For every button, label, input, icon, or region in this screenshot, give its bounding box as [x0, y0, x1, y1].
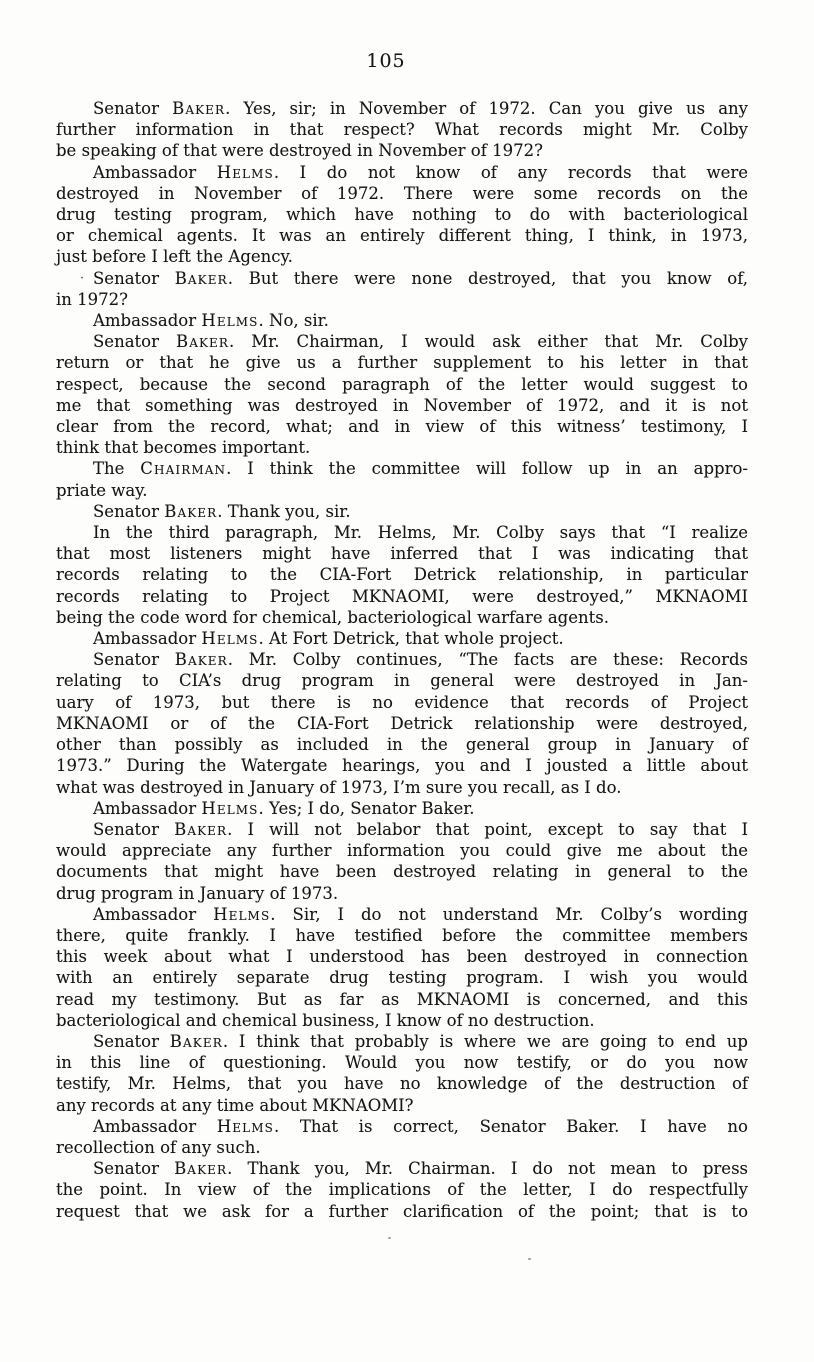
transcript-line — [56, 416, 748, 437]
speaker-title: Senator — [93, 1031, 170, 1051]
line-text: drug testing program, which have nothing to do with bacteriological — [56, 205, 748, 225]
speaker-title: Senator — [93, 1159, 175, 1179]
line-text: In the third paragraph, Mr. Helms, Mr. Colby says that “I realize — [93, 523, 748, 543]
transcript-line — [56, 586, 748, 607]
transcript-line — [56, 883, 748, 904]
line-text: . I think that probably is where we are going to end up — [222, 1031, 748, 1051]
transcript-line — [56, 628, 748, 649]
line-text: think that becomes important. — [56, 438, 311, 458]
line-text: be speaking of that were destroyed in November of 1972? — [56, 141, 543, 161]
line-text: uary of 1973, but there is no evidence that records of Project — [56, 692, 748, 712]
transcript-line — [56, 861, 748, 882]
transcript-line — [56, 925, 748, 946]
line-text: that most listeners might have inferred that I was indicating that — [56, 544, 748, 564]
speaker-name: Baker — [174, 1159, 228, 1179]
line-text: . No, sir. — [258, 311, 329, 331]
speaker-title: Senator — [93, 268, 175, 288]
speaker-name: Baker — [164, 501, 218, 521]
line-text: respect, because the second paragraph of the letter would suggest to — [56, 374, 748, 394]
transcript-line — [56, 395, 748, 416]
transcript-line — [56, 1116, 748, 1137]
line-text: this week about what I understood has been destroyed in connection — [56, 947, 748, 967]
speaker-name: Helms — [216, 1116, 274, 1136]
line-text: . At Fort Detrick, that whole project. — [258, 629, 564, 649]
transcript-line — [56, 1179, 748, 1200]
speaker-title: Ambassador — [93, 162, 217, 182]
speaker-title: Ambassador — [93, 1116, 217, 1136]
transcript-line — [56, 649, 748, 670]
line-text: drug program in January of 1973. — [56, 883, 339, 903]
transcript-line — [56, 268, 748, 289]
line-text: . Mr. Colby continues, “The facts are these: Records — [227, 650, 749, 670]
transcript-line — [56, 755, 748, 776]
transcript-text-block — [56, 98, 748, 1222]
page-number: 105 — [366, 50, 406, 72]
transcript-line — [56, 331, 748, 352]
transcript-line — [56, 374, 748, 395]
line-text: what was destroyed in January of 1973, I’m sure you recall, as I do. — [56, 777, 622, 797]
line-text: . Yes; I do, Senator Baker. — [258, 798, 475, 818]
line-text: documents that might have been destroyed relating in general to the — [56, 862, 748, 882]
speaker-name: Chairman — [140, 459, 227, 479]
speaker-title: Senator — [93, 819, 175, 839]
line-text: request that we ask for a further clarification of the point; that is to — [56, 1201, 748, 1221]
speaker-name: Baker — [172, 99, 226, 118]
line-text: . Yes, sir; in November of 1972. Can you give us any — [225, 99, 748, 118]
line-text: . Thank you, sir. — [217, 501, 351, 521]
line-text: . Thank you, Mr. Chairman. I do not mean to press — [227, 1159, 749, 1179]
transcript-line — [56, 246, 748, 267]
speaker-name: Baker — [174, 268, 228, 288]
line-text: . I think the committee will follow up in an appro- — [226, 459, 748, 479]
transcript-line — [56, 543, 748, 564]
transcript-line — [56, 1073, 748, 1094]
line-text: testify, Mr. Helms, that you have no knowledge of the destruction of — [56, 1074, 748, 1094]
transcript-line — [56, 989, 748, 1010]
transcript-line — [56, 98, 748, 119]
transcript-line — [56, 713, 748, 734]
transcript-line — [56, 522, 748, 543]
line-text: . That is correct, Senator Baker. I have no — [273, 1116, 748, 1136]
speaker-title: Ambassador — [93, 629, 202, 649]
transcript-line — [56, 352, 748, 373]
transcript-line — [56, 162, 748, 183]
line-text: . But there were none destroyed, that you know of, — [227, 268, 748, 288]
transcript-line — [56, 458, 748, 479]
transcript-line — [56, 501, 748, 522]
transcript-line — [56, 692, 748, 713]
transcript-line — [56, 670, 748, 691]
line-text: . Mr. Chairman, I would ask either that Mr. Colby — [229, 332, 748, 352]
speaker-title: The — [93, 459, 141, 479]
speaker-title: Ambassador — [93, 311, 202, 331]
transcript-line — [56, 289, 748, 310]
line-text: any records at any time about MKNAOMI? — [56, 1095, 414, 1115]
speaker-name: Helms — [201, 629, 259, 649]
speaker-title: Senator — [93, 99, 173, 118]
transcript-line — [56, 204, 748, 225]
transcript-line — [56, 967, 748, 988]
transcript-line — [56, 480, 748, 501]
line-text: 1973.” During the Watergate hearings, you and I jousted a little about — [56, 756, 748, 776]
speaker-name: Helms — [213, 904, 271, 924]
speaker-name: Baker — [169, 1031, 223, 1051]
transcript-line — [56, 564, 748, 585]
line-text: recollection of any such. — [56, 1137, 261, 1157]
line-text: with an entirely separate drug testing program. I wish you would — [56, 968, 748, 988]
transcript-line — [56, 798, 748, 819]
line-text: there, quite frankly. I have testified before the committee members — [56, 925, 748, 945]
transcript-line — [56, 840, 748, 861]
transcript-line — [56, 946, 748, 967]
transcript-line — [56, 607, 748, 628]
transcript-line — [56, 437, 748, 458]
speaker-title: Ambassador — [93, 904, 214, 924]
transcript-line — [56, 225, 748, 246]
speaker-name: Helms — [201, 311, 259, 331]
speaker-name: Baker — [174, 650, 228, 670]
transcript-line — [56, 1052, 748, 1073]
line-text: or chemical agents. It was an entirely different thing, I think, in 1973, — [56, 226, 748, 246]
line-text: being the code word for chemical, bacteriological warfare agents. — [56, 607, 609, 627]
line-text: destroyed in November of 1972. There were some records on the — [56, 183, 748, 203]
line-text: in 1972? — [56, 289, 128, 309]
scan-speck — [528, 1258, 531, 1260]
speaker-title: Senator — [93, 332, 176, 352]
transcript-line — [56, 119, 748, 140]
speaker-name: Baker — [175, 332, 230, 352]
line-text: in this line of questioning. Would you now testify, or do you now — [56, 1053, 748, 1073]
transcript-line — [56, 1201, 748, 1222]
scan-speck: · — [80, 270, 85, 286]
transcript-line — [56, 310, 748, 331]
line-text: bacteriological and chemical business, I know of no destruction. — [56, 1010, 595, 1030]
line-text: records relating to the CIA-Fort Detrick relationship, in particular — [56, 565, 748, 585]
transcript-line — [56, 904, 748, 925]
transcript-line — [56, 734, 748, 755]
scan-speck — [388, 1237, 391, 1239]
line-text: further information in that respect? What records might Mr. Colby — [56, 120, 748, 140]
speaker-name: Baker — [174, 819, 228, 839]
line-text: return or that he give us a further supplement to his letter in that — [56, 353, 748, 373]
line-text: . I will not belabor that point, except to say that I — [227, 819, 748, 839]
speaker-title: Senator — [93, 650, 175, 670]
line-text: read my testimony. But as far as MKNAOMI is concerned, and this — [56, 989, 748, 1009]
transcript-line — [56, 1137, 748, 1158]
transcript-line — [56, 1095, 748, 1116]
transcript-line — [56, 819, 748, 840]
transcript-line — [56, 1010, 748, 1031]
line-text: would appreciate any further information you could give me about the — [56, 841, 748, 861]
line-text: . I do not know of any records that were — [273, 162, 748, 182]
transcript-line — [56, 777, 748, 798]
line-text: priate way. — [56, 480, 148, 500]
line-text: other than possibly as included in the general group in January of — [56, 735, 748, 755]
speaker-name: Helms — [201, 798, 259, 818]
speaker-name: Helms — [216, 162, 274, 182]
line-text: me that something was destroyed in November of 1972, and it is not — [56, 395, 748, 415]
line-text: records relating to Project MKNAOMI, were destroyed,” MKNAOMI — [56, 586, 748, 606]
line-text: MKNAOMI or of the CIA-Fort Detrick relationship were destroyed, — [56, 713, 748, 733]
speaker-title: Senator — [93, 501, 165, 521]
line-text: . Sir, I do not understand Mr. Colby’s wording — [270, 904, 748, 924]
transcript-line — [56, 1031, 748, 1052]
transcript-line — [56, 183, 748, 204]
transcript-line — [56, 140, 748, 161]
line-text: the point. In view of the implications of the letter, I do respectfully — [56, 1180, 748, 1200]
line-text: just before I left the Agency. — [56, 247, 293, 267]
speaker-title: Ambassador — [93, 798, 202, 818]
line-text: clear from the record, what; and in view of this witness’ testimony, I — [56, 417, 748, 437]
transcript-line — [56, 1158, 748, 1179]
line-text: relating to CIA’s drug program in general were destroyed in Jan- — [56, 671, 748, 691]
